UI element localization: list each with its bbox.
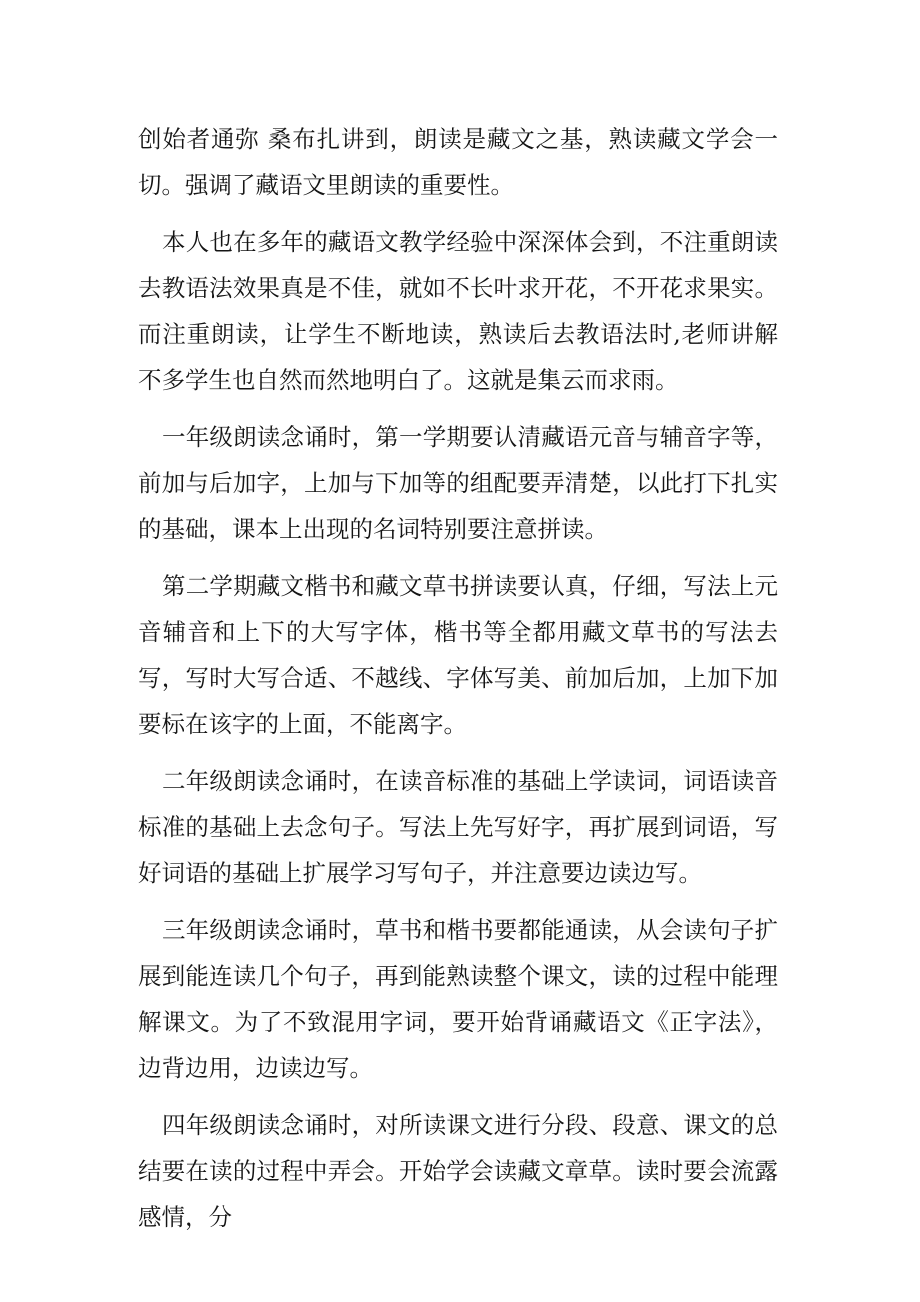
paragraph-3: 一年级朗读念诵时，第一学期要认清藏语元音与辅音字等，前加与后加字，上加与下加等的组配要弄清楚，以此打下扎实的基础，课本上出现的名词特别要注意拼读。 (138, 423, 778, 543)
paragraph-6: 三年级朗读念诵时，草书和楷书要都能通读，从会读句子扩展到能连读几个句子，再到能熟读整个课文，读的过程中能理解课文。为了不致混用字词，要开始背诵藏语文《正字法》，边背边用，边读边写。 (138, 916, 778, 1082)
paragraph-4: 第二学期藏文楷书和藏文草书拼读要认真，仔细，写法上元音辅音和上下的大写字体，楷书等全都用藏文草书的写法去写，写时大写合适、不越线、字体写美、前加后加，上加下加要标在该字的上面，不能离字。 (138, 572, 778, 738)
paragraph-1: 创始者通弥 桑布扎讲到，朗读是藏文之基，熟读藏文学会一切。强调了藏语文里朗读的重要性。 (138, 125, 778, 199)
paragraph-5: 二年级朗读念诵时，在读音标准的基础上学读词，词语读音标准的基础上去念句子。写法上先写好字，再扩展到词语，写好词语的基础上扩展学习写句子，并注意要边读边写。 (138, 767, 778, 887)
document-body (138, 116, 778, 1251)
paragraph-2: 本人也在多年的藏语文教学经验中深深体会到，不注重朗读去教语法效果真是不佳，就如不长叶求开花，不开花求果实。而注重朗读，让学生不断地读，熟读后去教语法时,老师讲解不多学生也自然而然地明白了。这就是集云而求雨。 (138, 228, 778, 394)
paragraph-7: 四年级朗读念诵时，对所读课文进行分段、段意、课文的总结要在读的过程中弄会。开始学会读藏文章草。读时要会流露感情，分 (138, 1111, 778, 1231)
